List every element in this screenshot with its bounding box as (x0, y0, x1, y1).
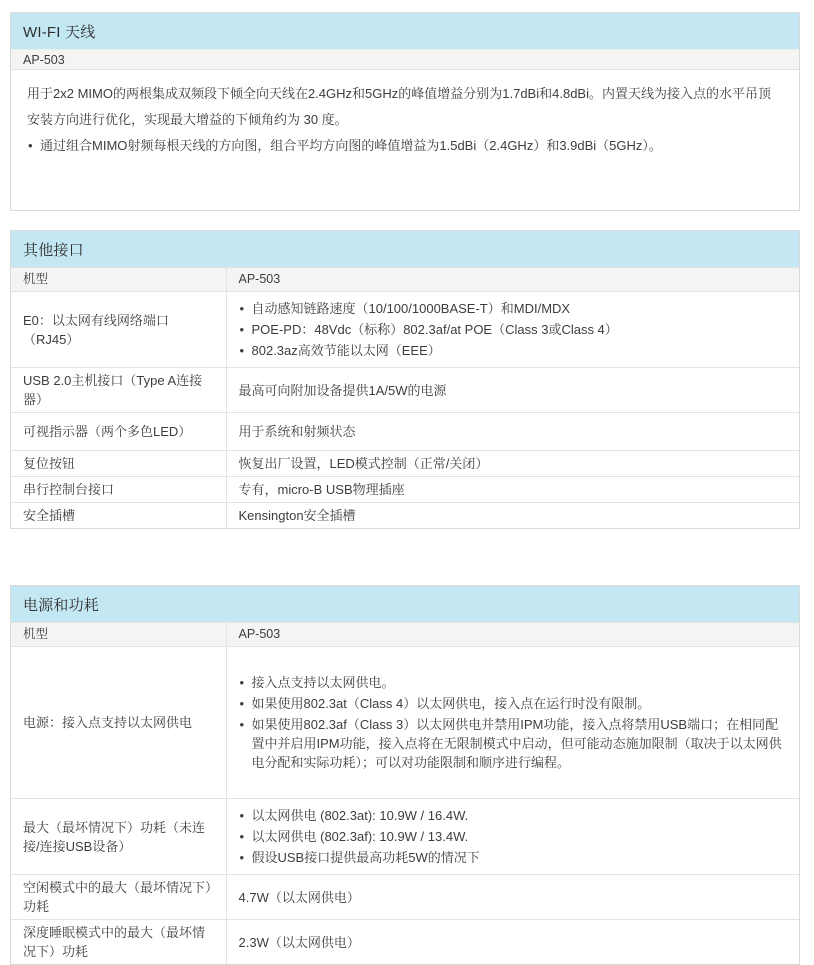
table-row (11, 451, 799, 477)
table-row (11, 368, 799, 413)
antenna-paragraph: 用于2x2 MIMO的两根集成双频段下倾全向天线在2.4GHz和5GHz的峰值增益分别为1.7dBi和4.8dBi。内置天线为接入点的水平吊顶安装方向进行优化，实现最大增益的下倾角约为 30 度。 (27, 86, 771, 127)
bullet-item: • 自动感知链路速度（10/100/1000BASE-T）和MDI/MDX (239, 299, 788, 318)
bullet-item: • 以太网供电 (802.3at): 10.9W / 16.4W. (239, 806, 788, 825)
section-title: WI-FI 天线 (23, 23, 96, 41)
row-label: 复位按钮 (11, 451, 226, 477)
row-label: E0：以太网有线网络端口（RJ45） (11, 292, 226, 368)
section-header-other-interfaces (11, 231, 799, 267)
table-row (11, 920, 799, 965)
bullet-item: • 假设USB接口提供最高功耗5W的情况下 (239, 848, 788, 867)
row-label: 最大（最坏情况下）功耗（未连接/连接USB设备） (11, 799, 226, 875)
row-label: 空闲模式中的最大（最坏情况下）功耗 (11, 875, 226, 920)
row-value (226, 799, 799, 875)
column-header-ap503: AP-503 (226, 268, 799, 292)
section-title: 电源和功耗 (23, 596, 100, 614)
value-bullet-list (239, 299, 788, 360)
row-value: 专有，micro-B USB物理插座 (226, 477, 799, 503)
section-title: 其他接口 (23, 241, 84, 259)
table-header-row (11, 623, 799, 647)
row-value: 用于系统和射频状态 (226, 413, 799, 451)
row-label: 深度睡眠模式中的最大（最坏情况下）功耗 (11, 920, 226, 965)
section-power-consumption (10, 585, 800, 965)
section-other-interfaces (10, 230, 800, 529)
column-header-model: 机型 (11, 623, 226, 647)
bullet-item: • 802.3az高效节能以太网（EEE） (239, 341, 788, 360)
bullet-item: • 接入点支持以太网供电。 (239, 673, 788, 692)
section-wifi-antenna (10, 12, 800, 211)
row-value: 恢复出厂设置，LED模式控制（正常/关闭） (226, 451, 799, 477)
other-interfaces-table (11, 267, 799, 528)
bullet-item: • 通过组合MIMO射频每根天线的方向图，组合平均方向图的峰值增益为1.5dBi（2.4GHz）和3.9dBi（5GHz）。 (27, 133, 783, 159)
row-label: 安全插槽 (11, 503, 226, 529)
row-value (226, 647, 799, 799)
section-header-power-consumption (11, 586, 799, 622)
model-row (11, 49, 799, 70)
section-header-wifi-antenna (11, 13, 799, 49)
table-row (11, 647, 799, 799)
table-row (11, 875, 799, 920)
power-consumption-table (11, 622, 799, 964)
table-header-row (11, 268, 799, 292)
value-bullet-list (239, 806, 788, 867)
table-row (11, 503, 799, 529)
row-label: 电源：接入点支持以太网供电 (11, 647, 226, 799)
row-value: 2.3W（以太网供电） (226, 920, 799, 965)
value-bullet-list (239, 673, 788, 772)
bullet-item: • 以太网供电 (802.3af): 10.9W / 13.4W. (239, 827, 788, 846)
bullet-item: • 如果使用802.3at（Class 4）以太网供电，接入点在运行时没有限制。 (239, 694, 788, 713)
table-row (11, 292, 799, 368)
antenna-description (11, 70, 799, 210)
column-header-model: 机型 (11, 268, 226, 292)
row-label: USB 2.0主机接口（Type A连接器） (11, 368, 226, 413)
column-header-ap503: AP-503 (226, 623, 799, 647)
row-value: 4.7W（以太网供电） (226, 875, 799, 920)
row-label: 串行控制台接口 (11, 477, 226, 503)
bullet-item: • POE-PD：48Vdc（标称）802.3af/at POE（Class 3或Class 4） (239, 320, 788, 339)
model-label: AP-503 (23, 52, 65, 67)
row-label: 可视指示器（两个多色LED） (11, 413, 226, 451)
table-row (11, 413, 799, 451)
table-row (11, 799, 799, 875)
row-value: 最高可向附加设备提供1A/5W的电源 (226, 368, 799, 413)
table-row (11, 477, 799, 503)
bullet-item: • 如果使用802.3af（Class 3）以太网供电并禁用IPM功能，接入点将禁用USB端口；在相同配置中并启用IPM功能，接入点将在无限制模式中启动，但可能动态施加限制（取决于以太网供电分配和实际功耗）；可以对功能限制和顺序进行编程。 (239, 715, 788, 772)
row-value: Kensington安全插槽 (226, 503, 799, 529)
row-value (226, 292, 799, 368)
antenna-bullet-list (27, 133, 783, 159)
